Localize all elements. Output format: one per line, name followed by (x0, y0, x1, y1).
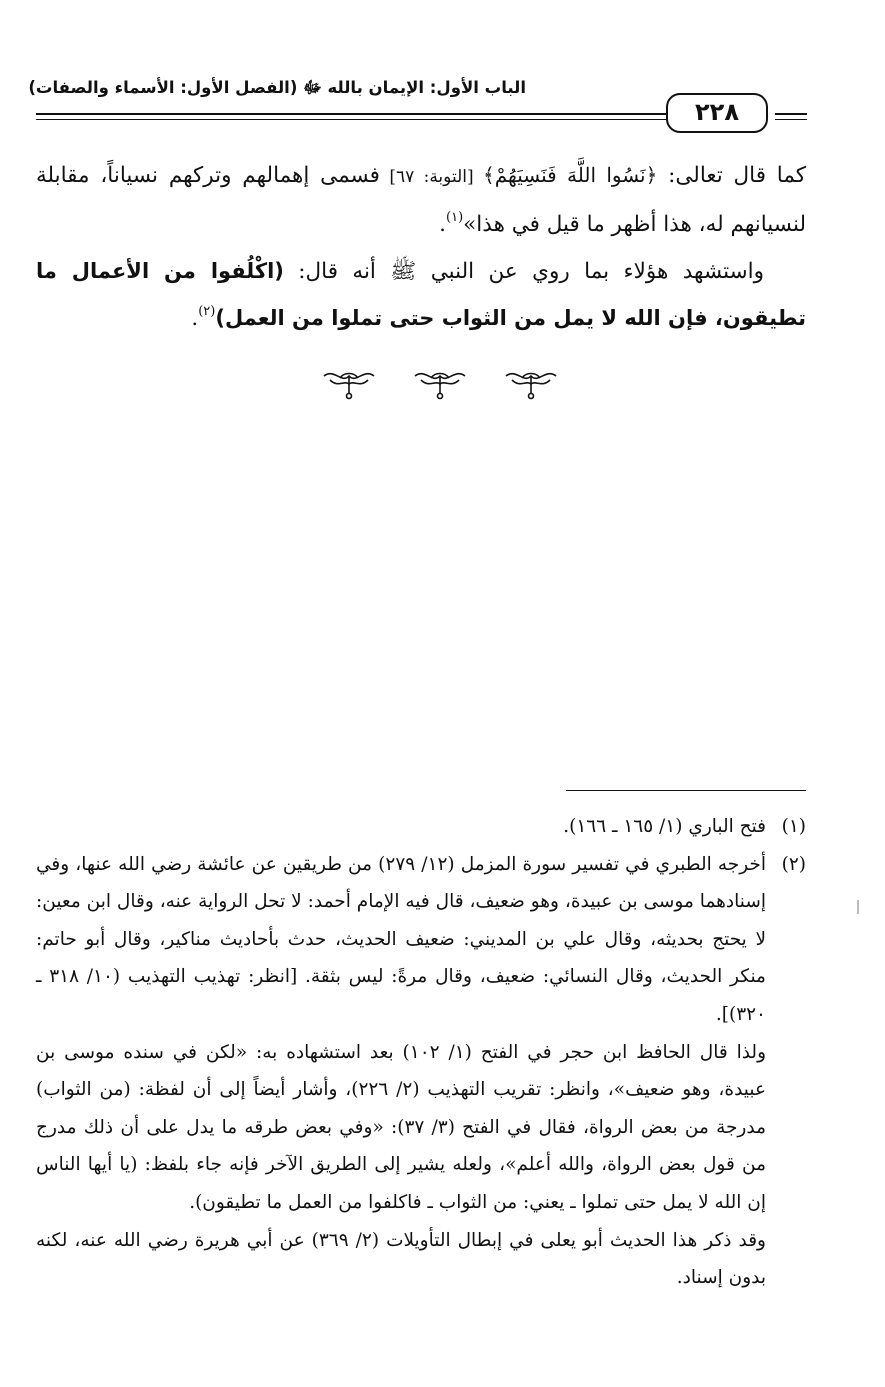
header-rule (36, 113, 666, 115)
footnotes (36, 808, 806, 1297)
paragraph (36, 248, 806, 342)
footnote-number: (٢) (781, 853, 806, 875)
text-span: فسمى إهمالهم وتركهم نسياناً، مقابلة لنسيانهم له، هذا أظهر ما قيل في هذا» (36, 163, 806, 237)
footnote-2 (36, 846, 806, 1297)
scan-mark (857, 900, 859, 914)
text-span: واستشهد هؤلاء بما روي عن النبي ﷺ أنه قال: (283, 259, 764, 284)
footnote-text: فتح الباري (١/ ١٦٥ ـ ١٦٦). (563, 816, 766, 837)
header-rule (36, 119, 666, 120)
paragraph (36, 152, 806, 248)
verse-reference: [التوبة: ٦٧] (379, 167, 483, 187)
footnote-text: أخرجه الطبري في تفسير سورة المزمل (١٢/ ٢٧٩) من طريقين عن عائشة رضي الله عنها، وفي إسنادهما موسى بن عبيدة، وهو ضعيف، قال فيه الإمام أحمد: لا تحل الرواية عنه، وقال ابن معين: لا يحتج بحديثه، وقال علي بن المديني: ضعيف الحديث، حدث بأحاديث مناكير، وقال أبو حاتم: منكر الحديث، وقال النسائي: ضعيف، وقال مرةً: ليس بثقة. [انظر: تهذيب التهذيب (١٠/ ٣١٨ ـ ٣٢٠)]. (36, 853, 766, 1025)
section-ornament (320, 366, 560, 400)
header-rule (775, 119, 807, 120)
quran-verse: ﴿نَسُوا اللَّهَ فَنَسِيَهُمْ﴾ (482, 163, 658, 187)
text-span: . (439, 212, 447, 237)
footnote-number: (١) (781, 816, 806, 837)
floral-ornament-icon (320, 366, 378, 400)
hadith-text: (اكْلُفوا من الأعمال ما تطيقون، فإن الله لا يمل من الثواب حتى تملوا من العمل) (36, 259, 806, 330)
footnote-text: ولذا قال الحافظ ابن حجر في الفتح (١/ ١٠٢) بعد استشهاده به: «لكن في سنده موسى بن عبيدة، وهو ضعيف»، وانظر: تقريب التهذيب (٢/ ٢٢٦)، وأشار أيضاً إلى أن لفظة: (من الثواب) مدرجة من بعض الرواة، فقال في الفتح (٣/ ٣٧): «وفي بعض طرقه ما يدل على أن ذلك مدرج من قول بعض الرواة، والله أعلم»، ولعله يشير إلى الطريق الآخر فإنه جاء بلفظ: (يا أيها الناس إن الله لا يمل حتى تملوا ـ يعني: من الثواب ـ فاكلفوا من العمل ما تطيقون). (36, 1041, 766, 1213)
text-span: . (191, 306, 199, 331)
running-title: الباب الأول: الإيمان بالله ﷻ (الفصل الأول: الأسماء والصفات) (28, 78, 526, 97)
footnote-1 (36, 808, 806, 846)
footnote-ref[interactable]: (١) (446, 210, 464, 225)
text-span: كما قال تعالى: (657, 163, 807, 188)
floral-ornament-icon (411, 366, 469, 400)
main-text (36, 152, 806, 342)
footnote-separator (566, 790, 806, 791)
page-number: ٢٢٨ (666, 93, 768, 133)
floral-ornament-icon (502, 366, 560, 400)
footnote-body (36, 846, 766, 1297)
footnote-text: وقد ذكر هذا الحديث أبو يعلى في إبطال التأويلات (٢/ ٣٦٩) عن أبي هريرة رضي الله عنه، لكنه بدون إسناد. (36, 1229, 766, 1289)
header-rule (775, 113, 807, 115)
footnote-ref[interactable]: (٢) (198, 304, 216, 319)
footnote-body (36, 808, 766, 846)
